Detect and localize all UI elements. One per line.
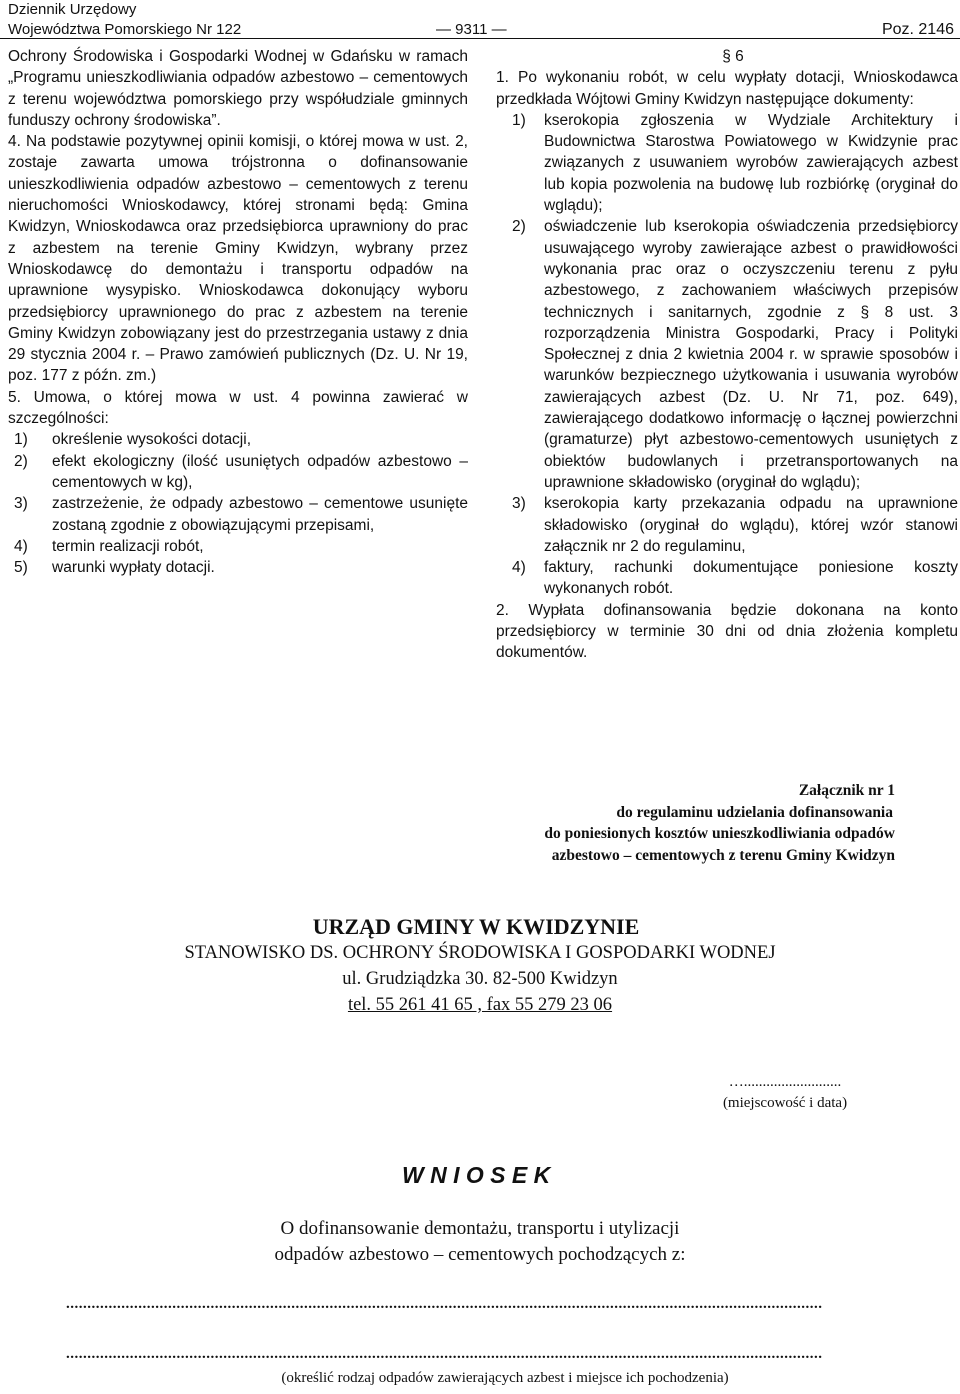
annex-line: do regulaminu udzielania dofinansowania <box>616 803 893 821</box>
office-address: ul. Grudziądzka 30. 82-500 Kwidzyn <box>342 969 618 989</box>
form-subtitle-1: O dofinansowanie demontażu, transportu i utylizacji <box>280 1218 680 1239</box>
list-item: 1) określenie wysokości dotacji, <box>14 431 252 449</box>
form-title: W N I O S E K <box>402 1162 551 1188</box>
office-phone-line <box>0 995 960 1016</box>
paragraph-1: 1. Po wykonaniu robót, w celu wypłaty dotacji, Wnioskodawca przedkłada Wójtowi Gminy Kwidzyn następujące dokumenty: <box>496 69 958 108</box>
right-column <box>496 46 958 664</box>
annex-line: do poniesionych kosztów unieszkodliwiania odpadów <box>544 825 895 842</box>
journal-title: Dziennik Urzędowy <box>8 1 137 18</box>
list-item: 2) efekt ekologiczny (ilość usuniętych odpadów azbestowo – cementowych w kg), <box>14 452 468 491</box>
place-date-dots: ….......................... <box>728 1074 842 1090</box>
header-rule <box>0 38 960 39</box>
left-column <box>8 46 468 578</box>
waste-origin-field-line-2[interactable]: .................................................................................................................................................................................. <box>66 1346 823 1362</box>
intro-paragraph: Ochrony Środowiska i Gospodarki Wodnej w Gdańsku w ramach „Programu unieszkodliwiania odpadów azbestowo – cementowych z terenu województwa pomorskiego przy współudziale gminnych funduszy ochrony środowiska”. <box>8 48 468 129</box>
paragraph-5: 5. Umowa, o której mowa w ust. 4 powinna zawierać w szczególności: <box>8 388 468 428</box>
journal-subtitle: Województwa Pomorskiego Nr 122 <box>8 21 242 38</box>
list-item: 2) oświadczenie lub kserokopia oświadczenia przedsiębiorcy usuwającego wyroby zawierające azbest o prawidłowości wykonania prac oraz o oczyszczeniu terenu z pyłu azbestowego, z zachowaniem właściwych przepisów technicznych i sanitarnych, zgodnie z § 8 ust. 3 rozporządzenia Ministra Gospodarki, Pracy i Polityki Społecznej z dnia 2 kwietnia 2004 r. w sprawie sposobów i warunków bezpiecznego użytkowania i usuwania wyrobów zawierających azbest (Dz. U. Nr 71, poz. 649), zawierającego dodatkowo informację o łącznej powierzchni (gramaturze) płyt azbestowo-cementowych usuniętych z obiektów budowlanych i przetransportowanych na uprawnione składowisko (oryginał do wglądu); <box>512 218 958 491</box>
section-heading: § 6 <box>722 48 744 65</box>
paragraph-5-list <box>8 429 468 578</box>
list-item: 3) kserokopia karty przekazania odpadu na uprawnione składowisko (oryginał do wglądu), której wzór stanowi załącznik nr 2 do regulaminu, <box>512 495 958 555</box>
office-name: URZĄD GMINY W KWIDZYNIE <box>312 914 640 939</box>
paragraph-4: 4. Na podstawie pozytywnej opinii komisji, o której mowa w ust. 2, zostaje zawarta umowa trójstronna o dofinansowanie unieszkodliwienia odpadów azbestowo – cementowych z terenu nieruchomości Wnioskodawcy, której stronami będą: Gmina Kwidzyn, Wnioskodawca oraz przedsiębiorca uprawniony do prac z azbestem na terenie Gminy Kwidzyn, wybrany przez Wnioskodawcę do demontażu i transportu odpadów na uprawnione wysypisko. Wnioskodawca dokonujący wyboru przedsiębiorcy uprawnionego do prac z azbestem na terenie Gminy Kwidzyn zobowiązany jest do przestrzegania ustawy z dnia 29 stycznia 2004 r. – Prawo zamówień publicznych (Dz. U. Nr 19, poz. 177 z późn. zm.) <box>8 133 468 385</box>
list-item: 3) zastrzeżenie, że odpady azbestowo – cementowe usunięte zostaną zgodnie z obowiązującymi przepisami, <box>14 495 468 534</box>
page-number: — 9311 — <box>436 21 507 38</box>
list-item: 5) warunki wypłaty dotacji. <box>14 559 215 577</box>
office-phone: tel. 55 261 41 65 , fax 55 279 23 06 <box>347 995 613 1015</box>
waste-origin-field-line-1[interactable]: .................................................................................................................................................................................. <box>66 1296 823 1312</box>
position-number: Poz. 2146 <box>881 21 954 38</box>
paragraph-1-list <box>496 110 958 600</box>
list-item: 4) faktury, rachunki dokumentujące poniesione koszty wykonanych robót. <box>512 559 958 598</box>
office-post: STANOWISKO DS. OCHRONY ŚRODOWISKA I GOSPODARKI WODNEJ <box>184 943 776 963</box>
annex-line: Załącznik nr 1 <box>798 782 895 799</box>
list-item: 1) kserokopia zgłoszenia w Wydziale Architektury i Budownictwa Starostwa Powiatowego w Kwidzynie prac związanych z usuwaniem wyrobów zawierających azbest lub kopia pozwolenia na budowę lub rozbiórkę (oryginał do wglądu); <box>512 111 958 215</box>
paragraph-2: 2. Wypłata dofinansowania będzie dokonana na konto przedsiębiorcy w terminie 30 dni od dnia złożenia kompletu dokumentów. <box>496 601 958 662</box>
waste-origin-hint: (określić rodzaj odpadów zawierających azbest i miejsce ich pochodzenia) <box>281 1370 729 1386</box>
list-item: 4) termin realizacji robót, <box>14 537 204 555</box>
place-date-field[interactable] <box>690 1074 880 1112</box>
annex-line: azbestowo – cementowych z terenu Gminy Kwidzyn <box>551 846 895 864</box>
form-subtitle-2: odpadów azbestowo – cementowych pochodzących z: <box>274 1244 686 1265</box>
annex-header <box>470 780 895 866</box>
place-date-label: (miejscowość i data) <box>722 1095 848 1111</box>
